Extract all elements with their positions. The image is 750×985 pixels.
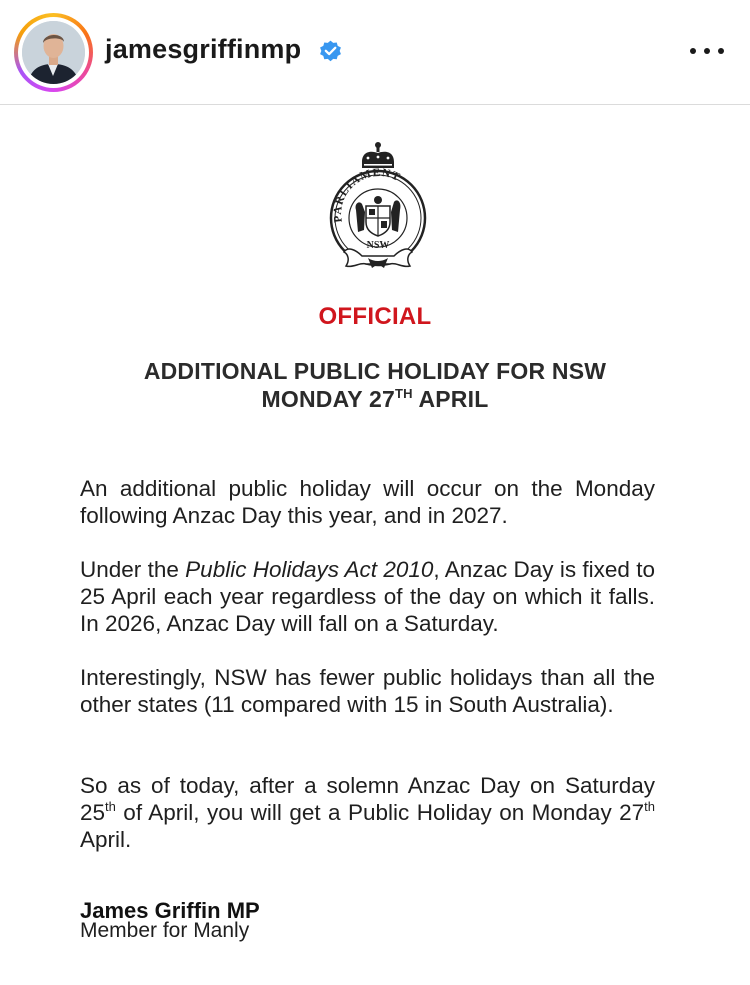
paragraph-3: Interestingly, NSW has fewer public holidays than all the other states (11 compared with 15 in South Australia). xyxy=(80,665,655,717)
avatar[interactable] xyxy=(22,21,85,84)
notice-title xyxy=(0,357,750,413)
avatar-border xyxy=(18,17,89,88)
signature-role: Member for Manly xyxy=(80,919,250,942)
paragraph-2: Under the Public Holidays Act 2010, Anzac Day is fixed to 25 April each year regardless of the day on which it falls. In 2026, Anzac Day will fall on a Saturday. xyxy=(80,557,656,636)
official-label: OFFICIAL xyxy=(318,303,432,330)
username[interactable]: jamesgriffinmp xyxy=(105,34,302,64)
more-horizontal-icon[interactable] xyxy=(690,44,724,58)
paragraph-1: An additional public holiday will occur on the Monday following Anzac Day this year, and in 2027. xyxy=(80,476,655,528)
act-name: Public Holidays Act 2010 xyxy=(185,557,434,582)
verified-badge-icon xyxy=(318,38,343,63)
title-line-1: ADDITIONAL PUBLIC HOLIDAY FOR NSW xyxy=(143,358,607,384)
crest-bottom-text: NSW xyxy=(366,240,390,251)
profile-photo xyxy=(22,21,85,84)
paragraph-4: So as of today, after a solemn Anzac Day on Saturday 25th of April, you will get a Public Holiday on Monday 27th April. xyxy=(80,773,655,852)
story-ring[interactable] xyxy=(14,13,93,92)
title-line-2: MONDAY 27TH APRIL xyxy=(261,386,489,412)
post-header xyxy=(0,0,750,105)
parliament-nsw-crest-icon xyxy=(326,140,430,274)
crest-top-text: PARLIAMENT xyxy=(331,166,403,224)
signature-name: James Griffin MP xyxy=(80,898,260,923)
